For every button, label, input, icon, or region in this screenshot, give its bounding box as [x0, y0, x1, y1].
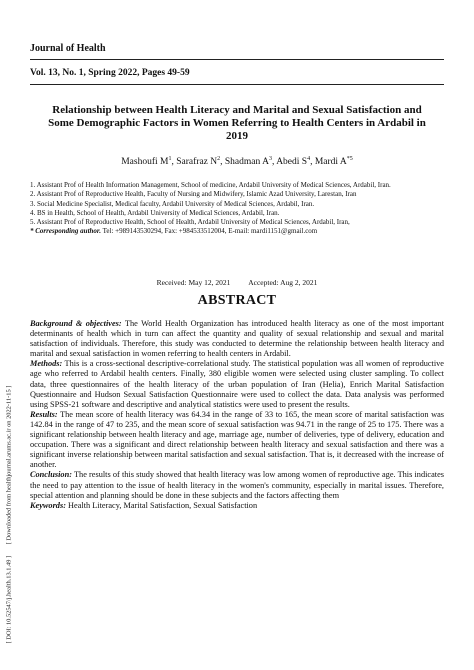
volume-info: Vol. 13, No. 1, Spring 2022, Pages 49-59	[30, 68, 190, 78]
abstract-body	[30, 319, 444, 511]
author: Mardi $A^{*5}$	[314, 156, 353, 168]
doi-stamp[interactable]: [ DOI: 10.52547/j.health.13.1.49 ]	[5, 555, 13, 644]
abstract-conclusion: Conclusion: The results of this study showed that health literacy was low among women of reproductive age. This indicates the need to pay attention to the issue of health literacy in the women's community, especially in marital issues. Therefore, special attention and planning should be done in these subjects and the factors affecting them	[30, 470, 444, 500]
author: Sarafraz $N^2$	[176, 156, 221, 168]
affiliation-item: 3. Social Medicine Specialist, Medical faculty, Ardabil University of Medical Sciences, Ardabil, Iran.	[30, 199, 315, 208]
author-list: Mashoufi $M^1$, Sarafraz $N^2$, Shadman $A^3$, Abedi $S^4$, Mardi $A^{*5}$	[121, 156, 353, 168]
affiliation-item: 2. Assistant Prof of Reproductive Health, Faculty of Nursing and Midwifery, Islamic Azad University, Larestan, Iran	[30, 190, 357, 199]
header-rule-bottom	[30, 84, 444, 85]
received-date: Received: May 12, 2021	[156, 278, 231, 287]
abstract-methods: Methods: This is a cross-sectional descriptive-correlational study. The statistical population was all women of reproductive age who referred to Ardabil health centers. Finally, 380 eligible women were selected using cluster sampling. To collect data, three questionnaires of the health literacy of the urban population of Iran (Helia), Enrich Marital Satisfaction Questionnaire and Hudson Sexual Satisfaction Questionnaire were used to collect the data. Data analysis was performed using SPSS-21 software and descriptive and analytical statistics were used to present the results.	[30, 359, 444, 409]
article-dates	[30, 278, 444, 287]
abstract-keywords: Keywords: Health Literacy, Marital Satisfaction, Sexual Satisfaction	[30, 500, 258, 510]
accepted-date: Accepted: Aug 2, 2021	[248, 278, 318, 287]
affiliation-item: 4. BS in Health, School of Health, Ardabil University of Medical Sciences, Ardabil, Iran.	[30, 208, 280, 217]
article-title: Relationship between Health Literacy and Marital and Sexual Satisfaction and Some Demographic Factors in Women Referring to Health Centers in Ardabil in 2019	[48, 104, 426, 142]
affiliation-item: 1. Assistant Prof of Health Information Management, School of medicine, Ardabil University of Medical Sciences, Ardabil, Iran.	[30, 181, 391, 189]
abstract-results: Results: The mean score of health literacy was 64.34 in the range of 33 to 165, the mean score of marital satisfaction was 142.84 in the range of 47 to 235, and the mean score of sexual satisfaction was 94.71 in the range of 25 to 175. There was a significant relationship between health literacy and age, marriage age, number of deliveries, type of delivery, education and occupation. There was a significant and direct relationship between health literacy and sexual satisfaction and there was a significant inverse relationship between marital satisfaction and sexual satisfaction. That is, it decreased with the increase of another.	[30, 409, 444, 470]
abstract-heading: ABSTRACT	[197, 293, 277, 308]
journal-name: Journal of Health	[30, 43, 106, 54]
corresponding-author: * Corresponding author. Tel: +989143530294, Fax: +984533512004, E-mail: mardi1151@gmail.com	[30, 227, 318, 236]
author: Mashoufi $M^1$	[121, 156, 172, 168]
abstract-background: Background & objectives: The World Health Organization has introduced health literacy as one of the most important determinants of health which in turn can affect the quantity and quality of sexual relationship and sexual and marital satisfaction of individuals. Therefore, this study was conducted to determine the relationship between health literacy and marital and sexual satisfaction in women referring to health centers in Ardabil.	[30, 319, 445, 359]
author: Abedi $S^4$	[276, 156, 311, 168]
header-rule	[30, 59, 444, 60]
affiliation-item: 5. Assistant Prof of Reproductive Health, School of Health, Ardabil University of Medical Sciences, Ardabil, Iran,	[30, 218, 350, 227]
affiliations	[30, 181, 444, 237]
side-stamp	[4, 245, 14, 645]
download-stamp[interactable]: [ Downloaded from healthjournal.arums.ac.ir on 2022-11-15 ]	[5, 385, 13, 545]
author: Shadman $A^3$	[224, 156, 272, 168]
